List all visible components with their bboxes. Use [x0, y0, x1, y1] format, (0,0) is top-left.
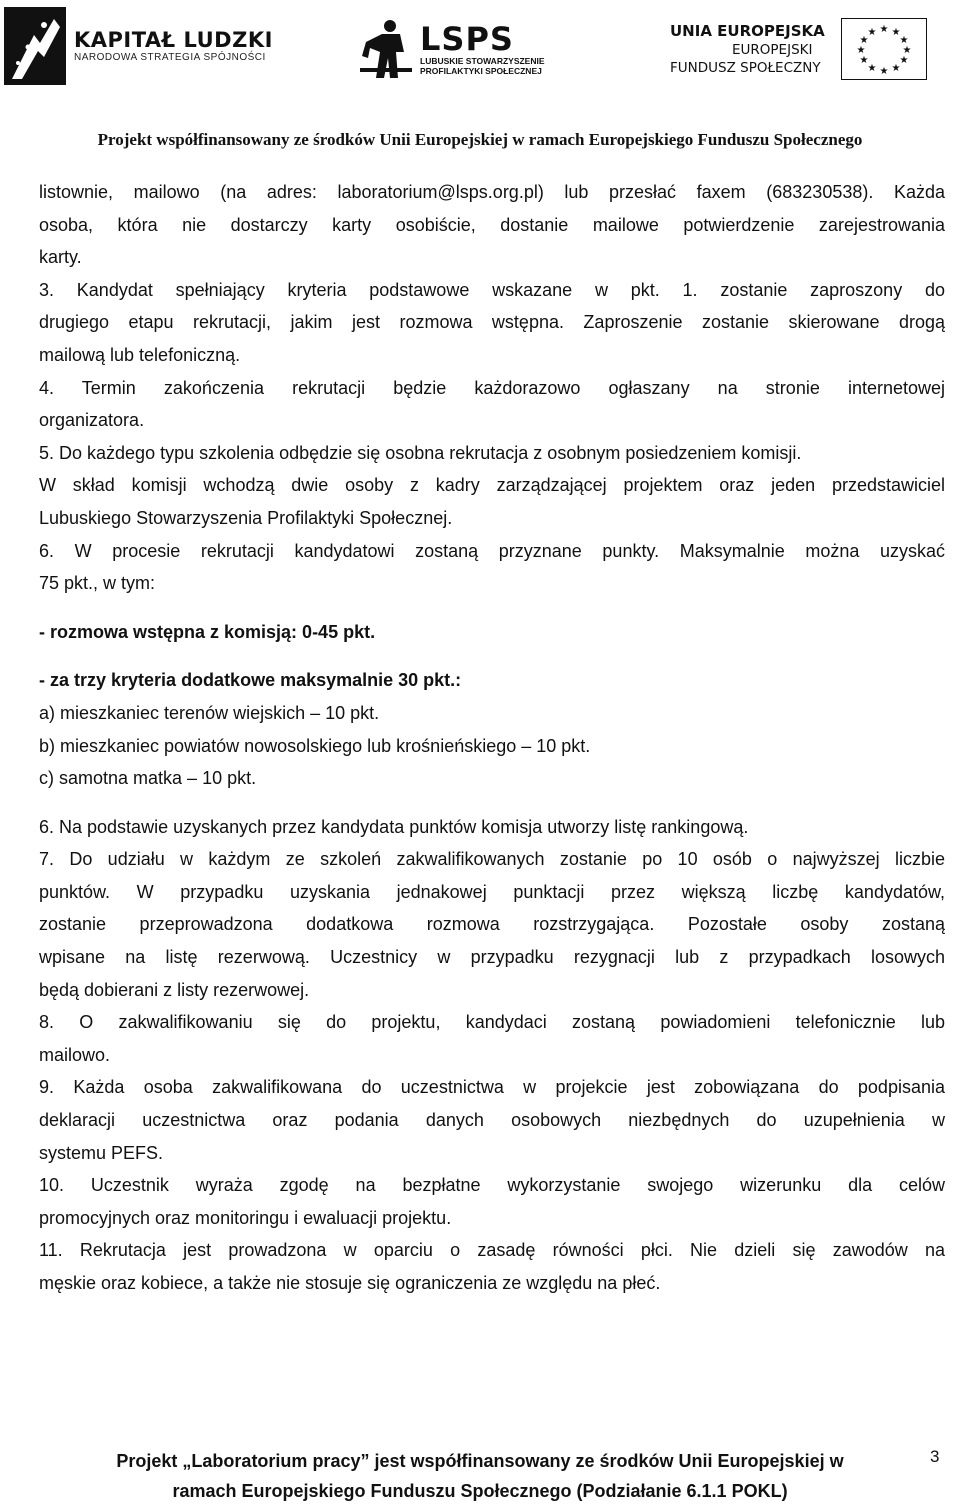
text-line: 5. Do każdego typu szkolenia odbędzie się osobna rekrutacja z osobnym posiedzeniem komisji. — [39, 442, 802, 463]
svg-text:★: ★ — [891, 63, 901, 74]
text-line: 4. Termin zakończenia rekrutacji będzie każdorazowo ogłaszany na stronie internetowej — [39, 377, 945, 398]
kapital-ludzki-emblem-icon — [4, 7, 66, 85]
svg-text:★: ★ — [891, 27, 901, 38]
spacer — [39, 648, 945, 664]
text-line: listownie, mailowo (na adres: laboratorium@lsps.org.pl) lub przesłać faxem (683230538). Każda — [39, 182, 945, 202]
text-line: 7. Do udziału w każdym ze szkoleń zakwalifikowanych zostanie po 10 osób o najwyższej liczbie — [39, 849, 945, 870]
text-line: 11. Rekrutacja jest prowadzona w oparciu o zasadę równości płci. Nie dzieli się zawodów na — [39, 1240, 945, 1261]
unia-europejska-line-2: EUROPEJSKI — [732, 42, 813, 58]
svg-text:★: ★ — [902, 45, 912, 56]
text-line: zostanie przeprowadzona dodatkowa rozmowa rozstrzygająca. Pozostałe osoby zostaną — [39, 914, 945, 935]
text-line: 9. Każda osoba zakwalifikowana do uczestnictwa w projekcie jest zobowiązana do podpisania — [39, 1077, 945, 1098]
footer-line-2: ramach Europejskiego Funduszu Społecznego (Podziałanie 6.1.1 POKL) — [172, 1481, 788, 1501]
unia-europejska-line-3: FUNDUSZ SPOŁECZNY — [670, 60, 821, 76]
text-line: W skład komisji wchodzą dwie osoby z kadry zarządzającej projektem oraz jeden przedstawiciel — [39, 475, 945, 496]
footer-line-1: Projekt „Laboratorium pracy” jest współfinansowany ze środków Unii Europejskiej w — [116, 1451, 844, 1471]
text-line: Lubuskiego Stowarzyszenia Profilaktyki Społecznej. — [39, 507, 453, 528]
footer — [40, 1446, 920, 1506]
text-line: a) mieszkaniec terenów wiejskich – 10 pkt. — [39, 702, 380, 723]
kapital-ludzki-subtitle: NARODOWA STRATEGIA SPÓJNOŚCI — [74, 52, 266, 63]
text-line: mailową lub telefoniczną. — [39, 344, 241, 365]
document-body — [39, 176, 945, 1300]
lsps-subtitle-1: LUBUSKIE STOWARZYSZENIE — [420, 56, 545, 66]
text-line: drugiego etapu rekrutacji, jakim jest rozmowa wstępna. Zaproszenie zostanie skierowane drogą — [39, 312, 945, 333]
scoring-interview: - rozmowa wstępna z komisją: 0-45 pkt. — [39, 621, 376, 642]
text-line: męskie oraz kobiece, a także nie stosuje się ograniczenia ze względu na płeć. — [39, 1273, 661, 1293]
svg-text:★: ★ — [899, 55, 909, 66]
kapital-ludzki-logo — [4, 6, 273, 86]
text-line: 3. Kandydat spełniający kryteria podstawowe wskazane w pkt. 1. zostanie zaproszony do — [39, 279, 945, 300]
svg-text:★: ★ — [879, 24, 889, 35]
scoring-additional-criteria: - za trzy kryteria dodatkowe maksymalnie 30 pkt.: — [39, 670, 462, 691]
text-line: wpisane na listę rezerwową. Uczestnicy w przypadku rezygnacji lub z przypadkach losowych — [39, 947, 945, 968]
eu-stars-flag-icon — [841, 18, 927, 80]
text-line: 75 pkt., w tym: — [39, 573, 156, 594]
header-logos — [0, 0, 960, 100]
text-line: będą dobierani z listy rezerwowej. — [39, 979, 310, 1000]
svg-text:★: ★ — [879, 66, 889, 77]
text-line: b) mieszkaniec powiatów nowosolskiego lub krośnieńskiego – 10 pkt. — [39, 735, 591, 756]
svg-text:★: ★ — [859, 35, 869, 46]
lsps-title: LSPS — [420, 20, 514, 58]
text-line: organizatora. — [39, 410, 145, 431]
lsps-subtitle-2: PROFILAKTYKI SPOŁECZNEJ — [420, 66, 542, 76]
spacer — [39, 795, 945, 811]
text-line: 8. O zakwalifikowaniu się do projektu, kandydaci zostaną powiadomieni telefonicznie lub — [39, 1012, 945, 1033]
text-line: punktów. W przypadku uzyskania jednakowej punktacji przez większą liczbę kandydatów, — [39, 881, 945, 902]
kapital-ludzki-title: KAPITAŁ LUDZKI — [74, 28, 273, 52]
unia-europejska-title: UNIA EUROPEJSKA — [670, 22, 825, 40]
text-line: 6. Na podstawie uzyskanych przez kandydata punktów komisja utworzy listę rankingową. — [39, 816, 749, 837]
text-line: 6. W procesie rekrutacji kandydatowi zostaną przyznane punkty. Maksymalnie można uzyskać — [39, 540, 945, 561]
page-number: 3 — [930, 1447, 940, 1466]
text-line: systemu PEFS. — [39, 1142, 164, 1163]
text-line: promocyjnych oraz monitoringu i ewaluacji projektu. — [39, 1207, 452, 1228]
text-line: c) samotna matka – 10 pkt. — [39, 768, 257, 789]
text-line: karty. — [39, 247, 82, 268]
svg-text:★: ★ — [899, 35, 909, 46]
text-line: mailowo. — [39, 1044, 111, 1065]
svg-text:★: ★ — [859, 55, 869, 66]
cofinancing-header: Projekt współfinansowany ze środków Unii Europejskiej w ramach Europejskiego Funduszu Społecznego — [97, 130, 863, 149]
lsps-logo — [360, 14, 545, 84]
text-line: deklaracji uczestnictwa oraz podania danych osobowych niezbędnych do uzupełnienia w — [39, 1110, 945, 1131]
svg-text:★: ★ — [856, 45, 866, 56]
svg-text:★: ★ — [867, 63, 877, 74]
text-line: 10. Uczestnik wyraża zgodę na bezpłatne wykorzystanie swojego wizerunku dla celów — [39, 1175, 945, 1196]
svg-text:★: ★ — [867, 27, 877, 38]
spacer — [39, 600, 945, 616]
text-line: osoba, która nie dostarczy karty osobiście, dostanie mailowe potwierdzenie zarejestrowania — [39, 214, 945, 235]
unia-europejska-logo — [670, 14, 927, 84]
lsps-emblem-icon — [360, 18, 412, 80]
